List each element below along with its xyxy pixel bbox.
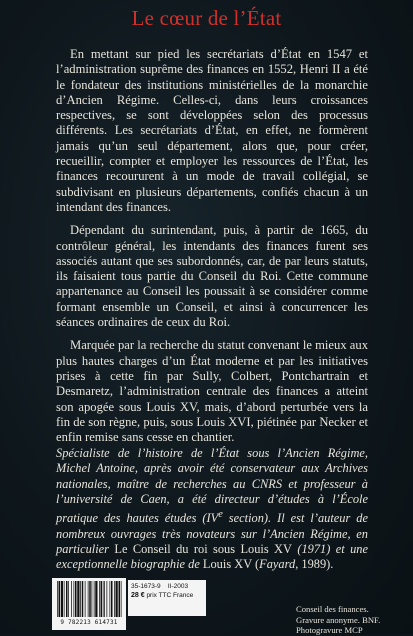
blurb-paragraph-2: Dépendant du surintendant, puis, à partir de 1665, du contrôleur général, les intendants des finances furent ses associés autant que ses subordonnés, car, de par leurs statuts, ils faisaient tous partie du Conseil du Roi. Cette commune appartenance au Conseil les poussait à se considérer comme formant ensemble un Conseil, et ainsi à concurrencer les séances ordinaires de ceux du Roi.	[56, 223, 368, 330]
barcode-bar	[80, 581, 81, 617]
barcode-bar	[61, 581, 63, 617]
barcode-bar	[88, 581, 89, 617]
barcode-bar	[119, 581, 121, 617]
barcode-bar	[82, 581, 84, 617]
barcode-bar	[92, 581, 93, 617]
barcode-bar	[57, 581, 58, 617]
barcode-bar	[68, 581, 69, 617]
barcode-bar	[71, 581, 72, 617]
image-credits	[296, 604, 406, 636]
barcode-bar	[99, 581, 100, 617]
barcode-bar	[95, 581, 97, 617]
barcode-bar	[107, 581, 108, 617]
barcode-bar	[85, 581, 86, 617]
bio-publisher: Fayard	[259, 557, 296, 572]
barcode-bar	[103, 581, 104, 617]
bio-book-title-1: Le Conseil du roi sous Louis XV	[114, 541, 292, 556]
barcode-bar	[74, 581, 75, 617]
blurb-text	[56, 47, 368, 453]
credit-line-2: Gravure anonyme. BNF.	[296, 614, 381, 625]
barcode-bar	[101, 581, 103, 617]
barcode-bar	[116, 581, 118, 617]
bio-text-3: (1971) et une exceptionnelle biographie de	[56, 541, 368, 572]
blurb-paragraph-1: En mettant sur pied les secrétariats d’État en 1547 et l’administration suprême des finances en 1552, Henri II a été le fondateur des institutions ministérielles de la monarchie d’Ancien Régime. Celles-ci, dans leurs croissances respectives, se sont développées selon des processus différents. Les secrétariats d’État, en effet, ne formèrent jamais qu’un seul département, alors que, pour créer, recueillir, compter et employer les ressources de l’État, les finances recoururent à un mode de travail collégial, se subdivisant en plusieurs départements, confiés chacun à un intendant des finances.	[56, 47, 368, 214]
barcode-bar	[59, 581, 61, 617]
barcode-digits: 9 782213 614731	[60, 619, 118, 626]
barcode-bar	[89, 581, 91, 617]
credit-line-1: Conseil des finances.	[296, 604, 369, 614]
bio-sup: e	[218, 509, 223, 521]
blurb-paragraph-3: Marquée par la recherche du statut convenant le mieux aux plus hautes charges d’un État moderne et par les initiatives prises à cette fin par Sully, Colbert, Pontchartrain et Desmaretz, l’administration centrale des finances a atteint son apogée sous Louis XV, mais, d’abord perturbée vers la fin de son règne, puis, sous Louis XVI, piétinée par Necker et enfin remise sans cesse en chantier.	[56, 338, 368, 445]
barcode-bar	[64, 581, 65, 617]
barcode-bar	[111, 581, 113, 617]
price-box	[128, 580, 206, 616]
barcode-bar	[104, 581, 105, 617]
product-code: 35-1673-9	[131, 583, 161, 590]
barcode-bar	[94, 581, 95, 617]
barcode-bar	[77, 581, 79, 617]
bio-text-4: (	[251, 557, 260, 572]
barcode-bar	[66, 581, 68, 617]
price-label: prix TTC France	[146, 592, 194, 599]
bio-book-title-2: Louis XV	[202, 557, 252, 572]
barcode-bar	[110, 581, 111, 617]
price: 28 €	[131, 592, 145, 599]
credit-line-3: Photogravure MCP	[296, 625, 363, 635]
author-bio	[56, 446, 368, 573]
bio-text-1: Spécialiste de l’histoire de l’État sous l’Ancien Régime, Michel Antoine, après avoir été conservateur aux Archives nationales, maître de recherches au CNRS et professeur à l’université de Caen, a été directeur d’études à l’École pratique des hautes études (IV	[56, 446, 368, 526]
bio-text-2: section). Il est l’auteur de nombreux ouvrages très novateurs sur l’Ancien Régime, en particulier	[56, 511, 368, 556]
barcode-bar	[114, 581, 115, 617]
barcode-bars	[56, 581, 122, 621]
barcode-bar	[75, 581, 77, 617]
back-cover-title: Le cœur de l’État	[131, 6, 282, 30]
edition-date: II-2003	[167, 583, 189, 590]
bio-text-5: , 1989).	[295, 557, 334, 572]
barcode-bar	[121, 581, 122, 617]
